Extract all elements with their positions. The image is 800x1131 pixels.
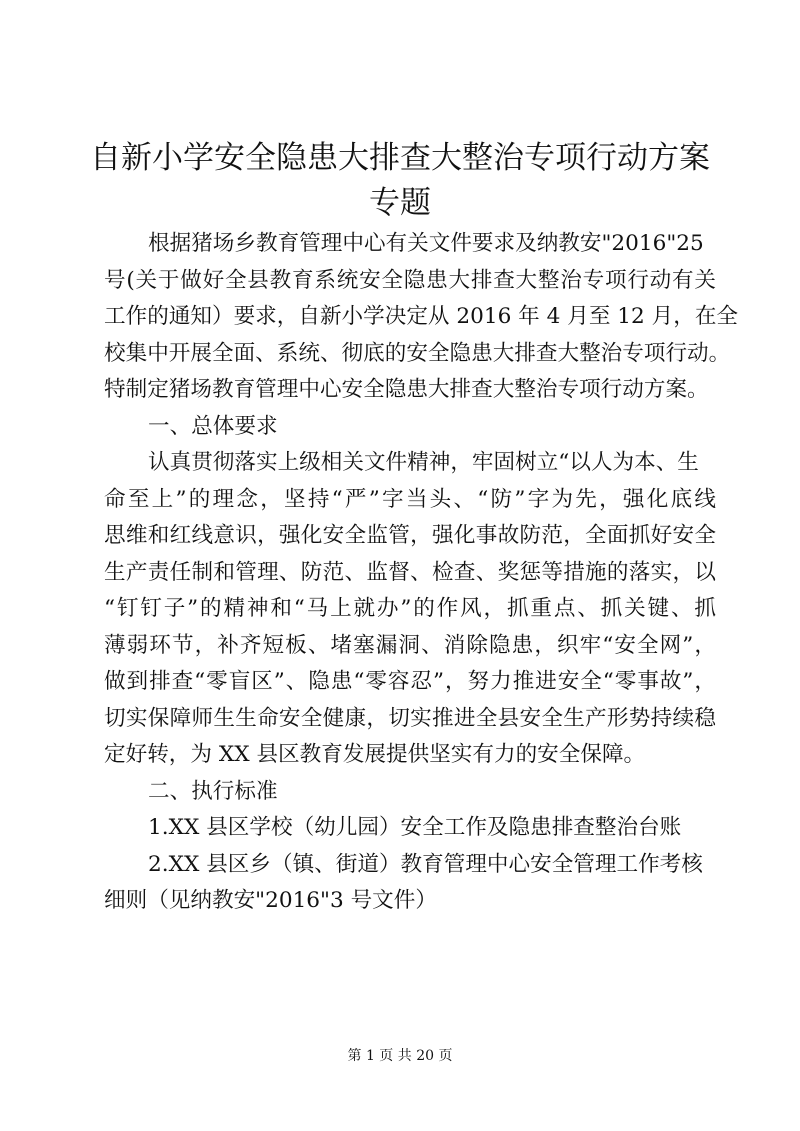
document-body — [104, 226, 739, 920]
paragraph-line: 做到排查“零盲区”、隐患“零容忍”，努力推进安全“零事故”， — [104, 669, 716, 694]
section-heading: 二、执行标准 — [148, 778, 278, 804]
list-item: 2.XX 县区乡（镇、街道）教育管理中心安全管理工作考核 — [148, 851, 703, 877]
list-item-continuation: 细则（见纳教安"2016"3 号文件） — [104, 888, 437, 913]
paragraph-line: 切实保障师生生命安全健康，切实推进全县安全生产形势持续稳 — [104, 705, 716, 731]
paragraph-line: “钉钉子”的精神和“马上就办”的作风，抓重点、抓关键、抓 — [104, 596, 716, 621]
paragraph-line: 号(关于做好全县教育系统安全隐患大排查大整治专项行动有关 — [104, 267, 716, 293]
document-subtitle: 专题 — [369, 185, 431, 221]
paragraph-line: 定好转，为 XX 县区教育发展提供坚实有力的安全保障。 — [104, 742, 646, 767]
paragraph-line: 薄弱环节，补齐短板、堵塞漏洞、消除隐患，织牢“安全网”， — [104, 632, 716, 658]
paragraph-line: 根据猪场乡教育管理中心有关文件要求及纳教安"2016"25 — [148, 231, 704, 256]
paragraph-line: 特制定猪场教育管理中心安全隐患大排查大整治专项行动方案。 — [104, 377, 709, 402]
page-footer: 第 1 页 共 20 页 — [347, 1048, 453, 1064]
paragraph-line: 命至上”的理念，坚持“严”字当头、“防”字为先，强化底线 — [104, 486, 716, 512]
paragraph-line: 工作的通知）要求，自新小学决定从 2016 年 4 月至 12 月，在全 — [104, 304, 739, 329]
section-heading: 一、总体要求 — [148, 413, 278, 439]
paragraph-line: 思维和红线意识，强化安全监管，强化事故防范，全面抓好安全 — [104, 523, 716, 548]
paragraph-line: 认真贯彻落实上级相关文件精神，牢固树立“以人为本、生 — [148, 450, 699, 475]
paragraph-line: 校集中开展全面、系统、彻底的安全隐患大排查大整治专项行动。 — [104, 340, 731, 366]
list-item: 1.XX 县区学校（幼儿园）安全工作及隐患排查整治台账 — [148, 815, 682, 840]
paragraph-line: 生产责任制和管理、防范、监督、检查、奖惩等措施的落实，以 — [104, 559, 716, 585]
document-title: 自新小学安全隐患大排查大整治专项行动方案 — [90, 140, 710, 176]
